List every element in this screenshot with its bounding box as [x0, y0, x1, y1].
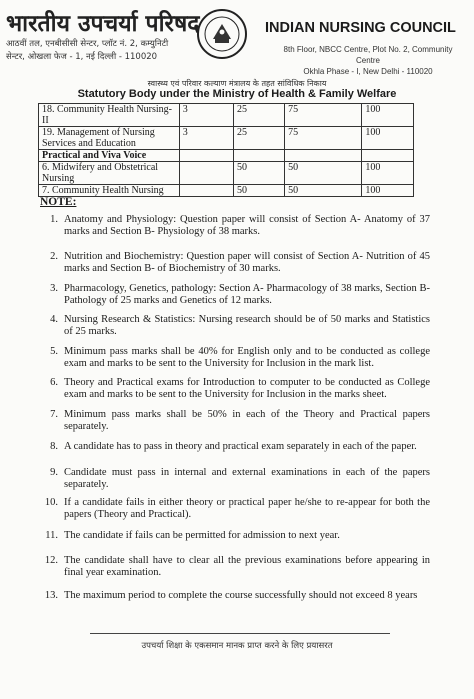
note-item — [40, 409, 430, 433]
note-text: Nursing Research & Statistics: Nursing research should be of 50 marks and Statistics of 25 marks. — [64, 314, 430, 337]
note-item — [40, 346, 430, 370]
english-address-line: Okhla Phase - I, New Delhi - 110020 — [303, 67, 433, 76]
note-text: Candidate must pass in internal and external examinations in each of the papers separately. — [64, 467, 430, 490]
english-address-line: 8th Floor, NBCC Centre, Plot No. 2, Community Centre — [283, 45, 453, 65]
note-number: 1. — [50, 214, 58, 225]
table-cell-subject: 19. Management of Nursing Services and Education — [39, 127, 180, 150]
table-cell-subject: 7. Community Health Nursing — [39, 185, 180, 197]
table-cell-hours — [179, 185, 233, 197]
table-cell-external: 75 — [285, 127, 362, 150]
note-item — [40, 497, 430, 521]
note-item — [40, 314, 430, 338]
note-number: 8. — [50, 441, 58, 452]
note-item — [40, 214, 430, 238]
table-cell-hours — [179, 150, 233, 162]
note-item — [40, 590, 430, 602]
table-row — [39, 104, 414, 127]
letterhead — [0, 0, 474, 76]
note-text: Minimum pass marks shall be 50% in each of the Theory and Practical papers separately. — [64, 409, 430, 432]
note-number: 7. — [50, 409, 58, 420]
note-text: If a candidate fails in either theory or practical paper he/she to re-appear for both the papers (Theory and Practical). — [64, 497, 430, 520]
table-cell-subject: 18. Community Health Nursing-II — [39, 104, 180, 127]
hindi-address — [6, 38, 168, 64]
table-row — [39, 150, 414, 162]
note-text: A candidate has to pass in theory and practical exam separately in each of the paper. — [64, 441, 417, 452]
note-number: 5. — [50, 346, 58, 357]
note-item — [40, 530, 430, 542]
note-text: The maximum period to complete the course successfully should not exceed 8 years — [64, 590, 418, 601]
council-seal-icon — [196, 8, 248, 60]
table-cell-internal: 25 — [234, 104, 285, 127]
table-cell-total — [362, 150, 414, 162]
note-number: 10. — [44, 497, 58, 508]
marks-table — [38, 103, 414, 197]
note-text: Anatomy and Physiology: Question paper will consist of Section A- Anatomy of 37 marks and Section B- Physiology of 38 marks. — [64, 214, 430, 237]
note-item — [40, 441, 430, 453]
table-cell-hours: 3 — [179, 127, 233, 150]
note-text: Theory and Practical exams for Introduction to computer to be conducted as College exam and marks to be sent to the University for Inclusion in the marks sheet. — [64, 377, 430, 400]
statutory-body-english: Statutory Body under the Ministry of Health & Family Welfare — [77, 88, 397, 100]
note-number: 4. — [50, 314, 58, 325]
english-address — [278, 44, 458, 77]
footer-divider — [90, 633, 390, 634]
table-cell-total: 100 — [362, 127, 414, 150]
note-number: 3. — [50, 283, 58, 294]
table-cell-external: 50 — [285, 162, 362, 185]
note-item — [40, 377, 430, 401]
english-council-title: INDIAN NURSING COUNCIL — [265, 20, 456, 36]
table-cell-external — [285, 150, 362, 162]
table-row — [39, 127, 414, 150]
note-number: 9. — [50, 467, 58, 478]
hindi-address-line: आठवीं तल, एनबीसीसी सेन्टर, प्लॉट नं. 2, कम्युनिटी — [6, 39, 169, 49]
note-heading: NOTE: — [40, 196, 77, 208]
hindi-council-title: भारतीय उपचर्या परिषद — [6, 10, 200, 37]
note-text: Nutrition and Biochemistry: Question paper will consist of Section A- Nutrition of 45 marks and Section B- of Biochemistry of 30 marks. — [64, 251, 430, 274]
note-number: 11. — [45, 530, 58, 541]
table-cell-subject: 6. Midwifery and Obstetrical Nursing — [39, 162, 180, 185]
table-cell-internal — [234, 150, 285, 162]
note-text: Minimum pass marks shall be 40% for English only and to be conducted as college exam and marks to be sent to the University for Inclusion in the mark list. — [64, 346, 430, 369]
note-text: The candidate if fails can be permitted for admission to next year. — [64, 530, 340, 541]
note-number: 2. — [50, 251, 58, 262]
table-cell-total: 100 — [362, 104, 414, 127]
table-row — [39, 185, 414, 197]
note-item — [40, 251, 430, 275]
table-cell-subject: Practical and Viva Voice — [39, 150, 180, 162]
note-item — [40, 283, 430, 307]
note-number: 6. — [50, 377, 58, 388]
note-number: 13. — [44, 590, 58, 601]
table-cell-external: 50 — [285, 185, 362, 197]
statutory-body-hindi: स्वास्थ्य एवं परिवार कल्याण मंत्रालय के तहत सांविधिक निकाय — [147, 79, 327, 88]
table-cell-hours — [179, 162, 233, 185]
table-cell-internal: 50 — [234, 185, 285, 197]
note-text: The candidate shall have to clear all the previous examinations before appearing in final year examination. — [64, 555, 430, 578]
table-cell-external: 75 — [285, 104, 362, 127]
footer-motto: उपचर्या शिक्षा के एकसमान मानक प्राप्त करने के लिए प्रयासरत — [141, 641, 333, 651]
table-cell-total: 100 — [362, 185, 414, 197]
table-cell-hours: 3 — [179, 104, 233, 127]
table-cell-internal: 50 — [234, 162, 285, 185]
hindi-address-line: सेन्टर, ओखला फेज - 1, नई दिल्ली - 110020 — [6, 52, 158, 62]
note-item — [40, 555, 430, 579]
note-item — [40, 467, 430, 491]
table-cell-internal: 25 — [234, 127, 285, 150]
note-number: 12. — [44, 555, 58, 566]
table-row — [39, 162, 414, 185]
note-text: Pharmacology, Genetics, pathology: Section A- Pharmacology of 38 marks, Section B- Pathology of 25 marks and Genetics of 12 marks. — [64, 283, 430, 306]
table-cell-total: 100 — [362, 162, 414, 185]
